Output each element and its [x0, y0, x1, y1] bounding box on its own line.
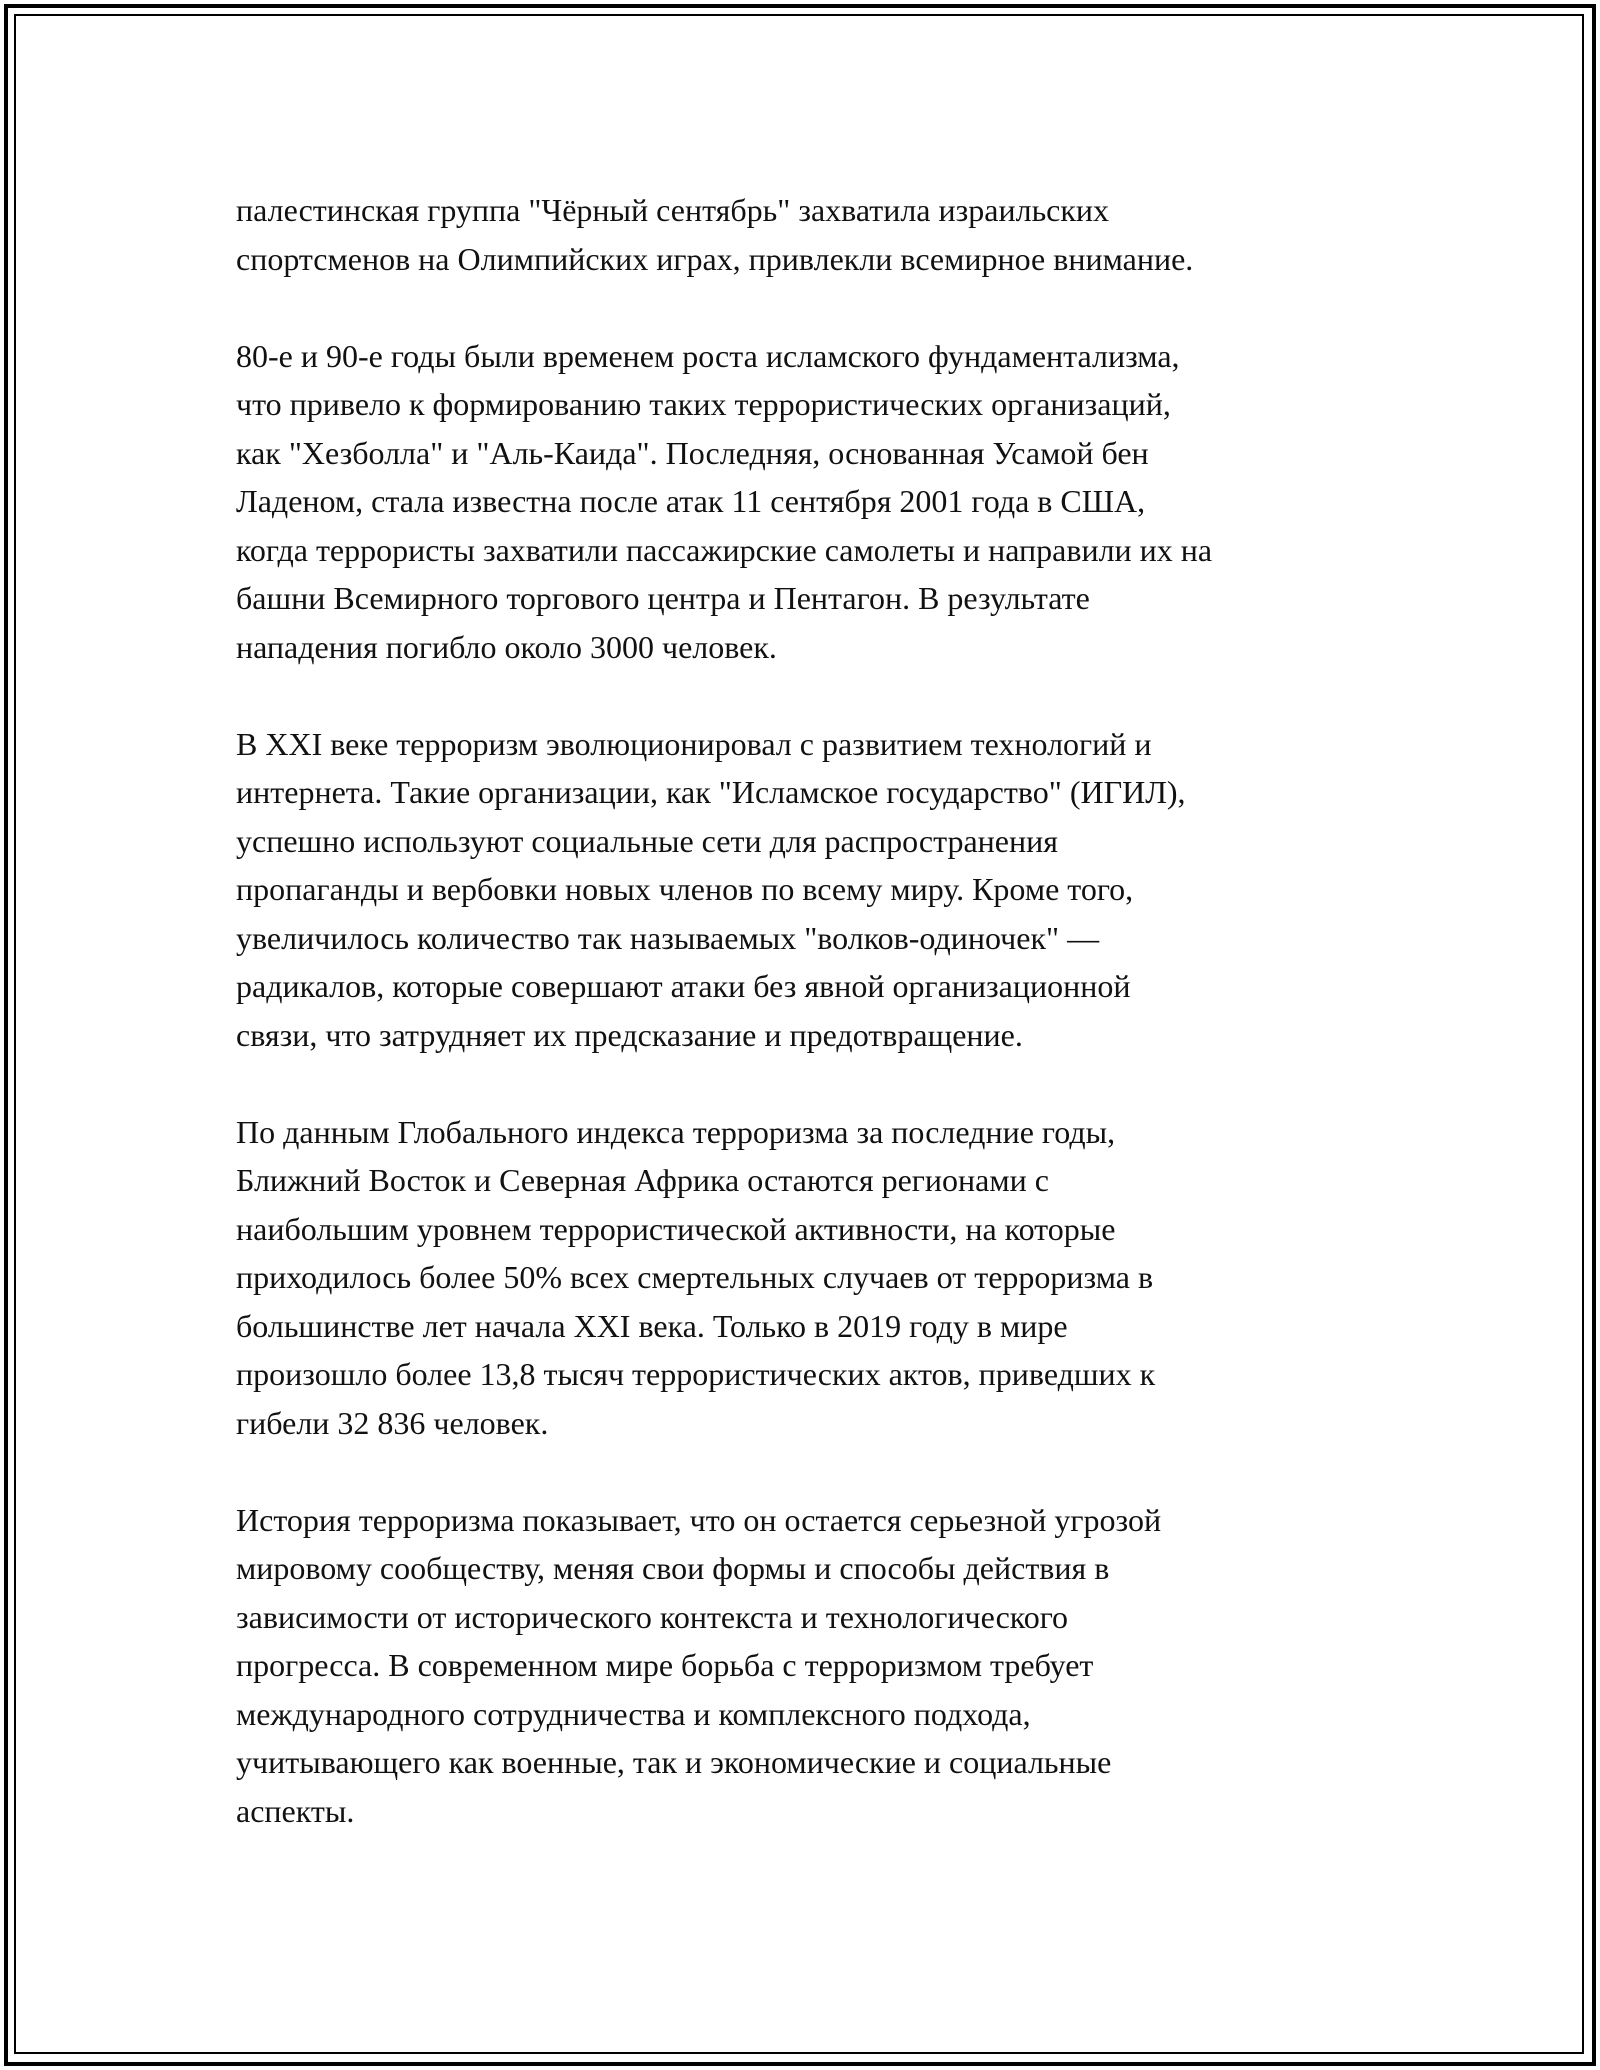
text-line: палестинская группа "Чёрный сентябрь" захватила израильских: [236, 192, 1110, 228]
paragraph: [236, 186, 1376, 283]
text-line: когда террористы захватили пассажирские самолеты и направили их на: [236, 531, 1213, 568]
text-line: 80-е и 90-е годы были временем роста исламского фундаментализма,: [236, 337, 1180, 374]
text-line: зависимости от исторического контекста и технологического: [236, 1598, 1069, 1635]
text-line: прогресса. В современном мире борьба с терроризмом требует: [236, 1647, 1094, 1683]
paragraph: [236, 332, 1376, 672]
text-line: что привело к формированию таких террористических организаций,: [236, 386, 1171, 422]
document-body: [236, 186, 1376, 1884]
text-line: мировому сообществу, меняя свои формы и способы действия в: [236, 1550, 1110, 1586]
text-line: башни Всемирного торгового центра и Пентагон. В результате: [236, 580, 1090, 616]
text-line: Ближний Восток и Северная Африка остаются регионами с: [236, 1162, 1049, 1198]
paragraph: [236, 1496, 1376, 1836]
text-line: как "Хезболла" и "Аль-Каида". Последняя, основанная Усамой бен: [236, 434, 1149, 471]
text-line: приходилось более 50% всех смертельных случаев от терроризма в: [236, 1259, 1154, 1295]
text-line: В XXI веке терроризм эволюционировал с развитием технологий и: [236, 725, 1152, 762]
text-line: успешно используют социальные сети для распространения: [236, 822, 1058, 859]
text-line: гибели 32 836 человек.: [236, 1404, 549, 1441]
text-line: По данным Глобального индекса терроризма за последние годы,: [236, 1113, 1116, 1150]
text-line: нападения погибло около 3000 человек.: [236, 628, 777, 665]
text-line: радикалов, которые совершают атаки без явной организационной: [236, 968, 1131, 1004]
text-line: связи, что затрудняет их предсказание и предотвращение.: [236, 1016, 1023, 1053]
paragraph: [236, 720, 1376, 1060]
text-line: История терроризма показывает, что он остается серьезной угрозой: [236, 1501, 1162, 1538]
text-line: Ладеном, стала известна после атак 11 сентября 2001 года в США,: [236, 483, 1146, 519]
text-line: увеличилось количество так называемых "волков-одиночек" —: [236, 919, 1100, 956]
text-line: пропаганды и вербовки новых членов по всему миру. Кроме того,: [236, 871, 1134, 907]
text-line: международного сотрудничества и комплексного подхода,: [236, 1695, 1031, 1732]
text-line: спортсменов на Олимпийских играх, привлекли всемирное внимание.: [236, 240, 1194, 277]
text-line: произошло более 13,8 тысяч террористических актов, приведших к: [236, 1356, 1156, 1392]
paragraph: [236, 1108, 1376, 1448]
text-line: учитывающего как военные, так и экономические и социальные: [236, 1744, 1112, 1780]
text-line: большинстве лет начала XXI века. Только в 2019 году в мире: [236, 1307, 1068, 1344]
text-line: аспекты.: [236, 1792, 355, 1829]
text-line: интернета. Такие организации, как "Исламское государство" (ИГИЛ),: [236, 774, 1186, 810]
text-line: наибольшим уровнем террористической активности, на которые: [236, 1210, 1116, 1247]
